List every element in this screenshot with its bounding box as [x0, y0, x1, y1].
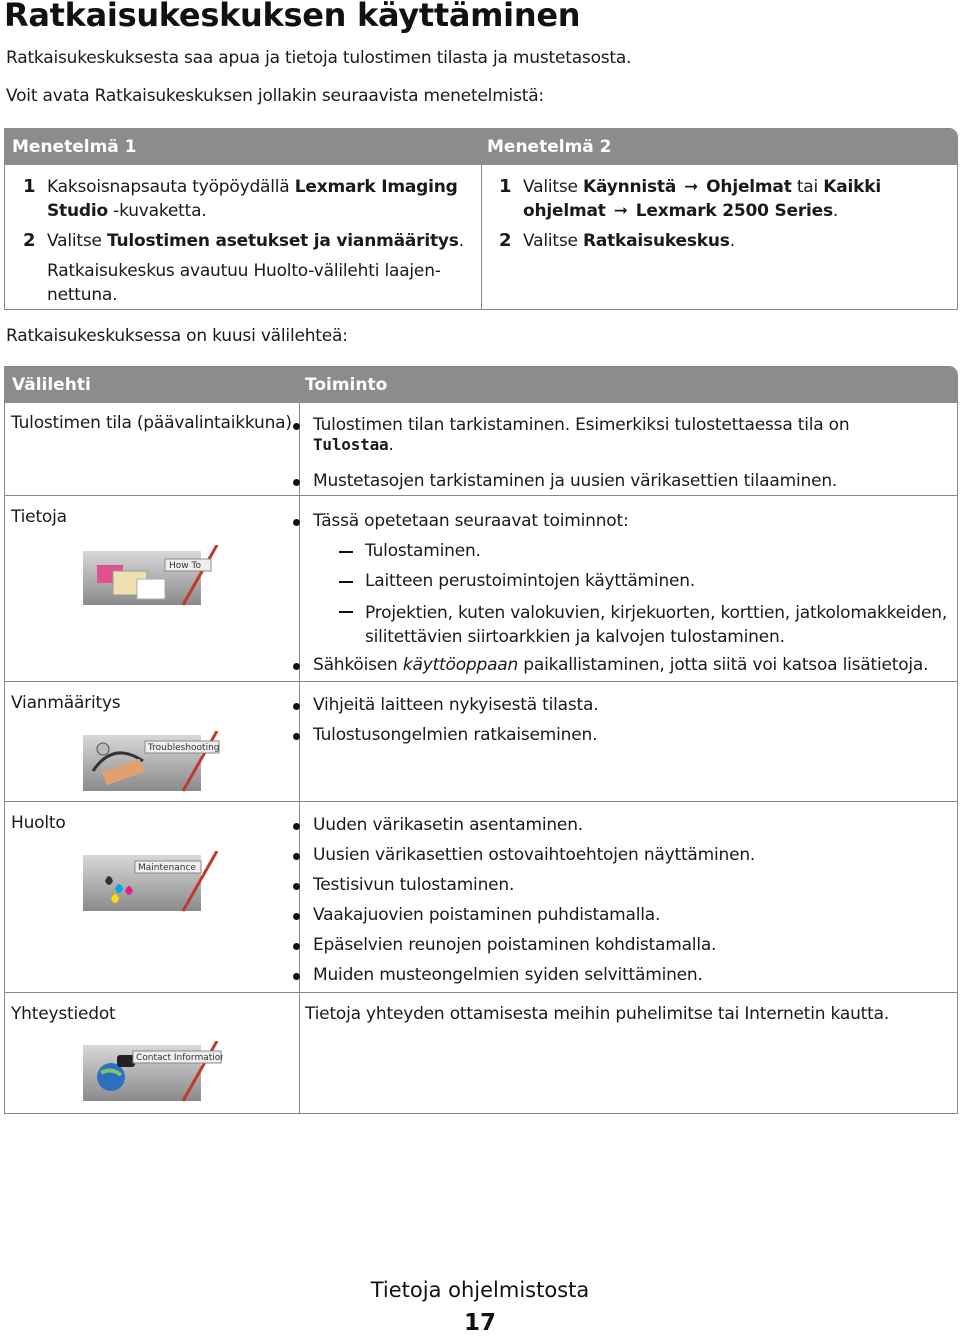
list-item: Testisivun tulostaminen. — [313, 875, 515, 895]
row-divider — [5, 992, 957, 993]
list-item: Muiden musteongelmien syiden selvittäminen. — [313, 965, 703, 985]
list-item: Mustetasojen tarkistaminen ja uusien värikasettien tilaaminen. — [313, 471, 838, 491]
tab-column-header: Välilehti — [12, 375, 91, 395]
list-item: Vihjeitä laitteen nykyisestä tilasta. — [313, 695, 599, 715]
method1-step1: Kaksoisnapsauta työpöydällä Lexmark Imaging Studio -kuvaketta. — [47, 177, 458, 221]
tabs-table-header — [5, 367, 957, 403]
maintenance-tab-image — [83, 851, 219, 913]
list-item: Epäselvien reunojen poistaminen kohdistamalla. — [313, 935, 717, 955]
list-item: Uusien värikasettien ostovaihtoehtojen näyttäminen. — [313, 845, 756, 865]
sub-list-item: Tulostaminen. — [365, 541, 481, 561]
svg-text:Troubleshooting: Troubleshooting — [148, 743, 220, 753]
intro-methods-paragraph: Voit avata Ratkaisukeskuksen jollakin seuraavista menetelmistä: — [6, 86, 544, 106]
methods-table — [4, 128, 958, 310]
svg-text:How To: How To — [169, 561, 201, 571]
tab-label-printer-status: Tulostimen tila (päävalintaikkuna) — [11, 413, 292, 433]
sub-list-item: Laitteen perustoimintojen käyttäminen. — [365, 571, 696, 591]
row-divider — [5, 495, 957, 496]
method2-header: Menetelmä 2 — [487, 137, 612, 157]
function-column-header: Toiminto — [305, 375, 388, 395]
method1-step2-number: 2 — [23, 230, 36, 251]
list-item: Tässä opetetaan seuraavat toiminnot: — [313, 511, 629, 531]
method2-step2: Valitse Ratkaisukeskus. — [523, 231, 735, 251]
page-number: 17 — [463, 1310, 496, 1336]
troubleshooting-tab-image — [83, 731, 219, 793]
contact-tab-image — [83, 1041, 223, 1103]
list-item: Sähköisen käyttöoppaan paikallistaminen, jotta siitä voi katsoa lisätietoja. — [313, 655, 929, 675]
row-divider — [5, 801, 957, 802]
contact-description: Tietoja yhteyden ottamisesta meihin puhelimitse tai Internetin kautta. — [305, 1004, 890, 1024]
list-item: Uuden värikasetin asentaminen. — [313, 815, 583, 835]
list-item: Vaakajuovien poistaminen puhdistamalla. — [313, 905, 661, 925]
methods-table-header — [5, 129, 957, 165]
intro-paragraph: Ratkaisukeskuksesta saa apua ja tietoja tulostimen tilasta ja mustetasosta. — [6, 48, 632, 68]
tab-label-maintenance: Huolto — [11, 813, 66, 833]
method1-step1-number: 1 — [23, 176, 36, 197]
tab-label-howto: Tietoja — [11, 507, 67, 527]
tabs-intro-paragraph: Ratkaisukeskuksessa on kuusi välilehteä: — [6, 326, 348, 346]
tabs-column-divider — [299, 403, 300, 1114]
tabs-table — [4, 366, 958, 1114]
list-item: Tulostusongelmien ratkaiseminen. — [313, 725, 598, 745]
list-item: Tulostimen tilan tarkistaminen. Esimerkiksi tulostettaessa tila on Tulostaa. — [313, 415, 850, 455]
methods-column-divider — [481, 165, 482, 310]
svg-text:Maintenance: Maintenance — [138, 863, 196, 873]
tab-label-contact: Yhteystiedot — [11, 1004, 116, 1024]
method2-step1-number: 1 — [499, 176, 512, 197]
method1-header: Menetelmä 1 — [12, 137, 137, 157]
page-title: Ratkaisukeskuksen käyttäminen — [4, 0, 581, 34]
footer-section-title: Tietoja ohjelmistosta — [370, 1278, 590, 1302]
arrow-right-icon: ➞ — [613, 201, 628, 221]
arrow-right-icon: ➞ — [684, 177, 699, 197]
row-divider — [5, 681, 957, 682]
method2-step2-number: 2 — [499, 230, 512, 251]
method2-step1: Valitse Käynnistä ➞ Ohjelmat tai Kaikki ohjelmat ➞ Lexmark 2500 Series. — [523, 177, 881, 221]
method1-step2: Valitse Tulostimen asetukset ja vianmääritys. — [47, 231, 464, 251]
svg-text:Contact Information: Contact Information — [136, 1053, 223, 1063]
tab-label-troubleshooting: Vianmääritys — [11, 693, 121, 713]
method1-note: Ratkaisukeskus avautuu Huolto-välilehti laajen- nettuna. — [47, 261, 441, 305]
sub-list-item: Projektien, kuten valokuvien, kirjekuorten, korttien, jatkolomakkeiden, silitettävien siirtoarkkien ja kalvojen tulostaminen. — [365, 603, 948, 647]
howto-tab-image — [83, 545, 219, 607]
